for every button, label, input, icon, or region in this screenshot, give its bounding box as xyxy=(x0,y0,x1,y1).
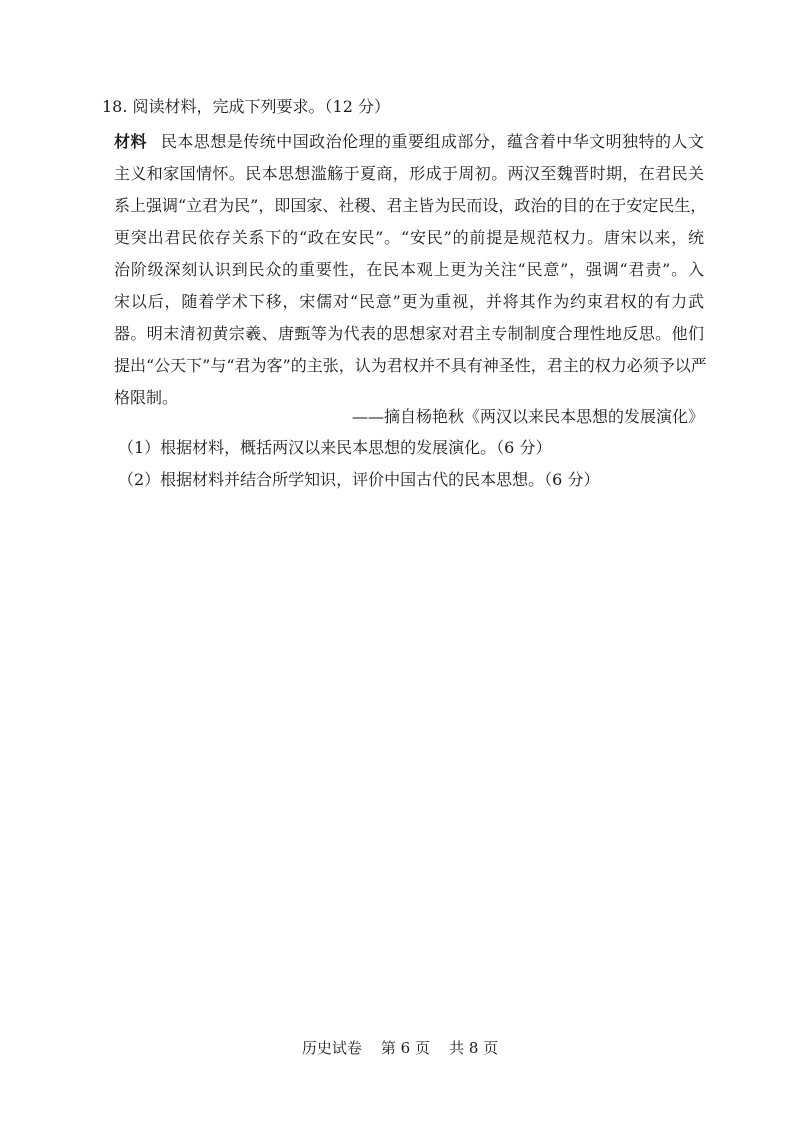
material-line: 更突出君民依存关系下的“政在安民”。“安民”的前提是规范权力。唐宋以来，统 xyxy=(114,228,704,247)
material-label: 材料 xyxy=(114,132,147,151)
material-passage xyxy=(114,126,707,414)
material-line: 提出“公天下”与“君为客”的主张，认为君权并不具有神圣性，君主的权力必须予以严 xyxy=(114,356,707,375)
material-line: 治阶级深刻认识到民众的重要性，在民本观上更为关注“民意”，强调“君责”。入 xyxy=(114,260,704,279)
question-title: 18. 阅读材料，完成下列要求。（12 分） xyxy=(102,97,390,116)
material-source: ——摘自杨艳秋《两汉以来民本思想的发展演化》 xyxy=(351,407,704,426)
material-line: 器。明末清初黄宗羲、唐甄等为代表的思想家对君主专制制度合理性地反思。他们 xyxy=(114,324,704,343)
material-line-text: 民本思想是传统中国政治伦理的重要组成部分，蕴含着中华文明独特的人文 xyxy=(160,132,704,151)
material-line: 系上强调“立君为民”，即国家、社稷、君主皆为民而设，政治的目的在于安定民生， xyxy=(114,196,707,215)
material-line xyxy=(114,126,704,158)
material-line: 主义和家国情怀。民本思想滥觞于夏商，形成于周初。两汉至魏晋时期，在君民关 xyxy=(114,164,704,183)
sub-question-2: （2）根据材料并结合所学知识，评价中国古代的民本思想。（6 分） xyxy=(118,470,600,489)
material-line: 宋以后，随着学术下移，宋儒对“民意”更为重视，并将其作为约束君权的有力武 xyxy=(114,292,704,311)
material-line: 格限制。 xyxy=(114,388,179,407)
sub-question-1: （1）根据材料，概括两汉以来民本思想的发展演化。（6 分） xyxy=(118,438,552,457)
page-footer: 历史试卷 第 6 页 共 8 页 xyxy=(301,1039,499,1057)
